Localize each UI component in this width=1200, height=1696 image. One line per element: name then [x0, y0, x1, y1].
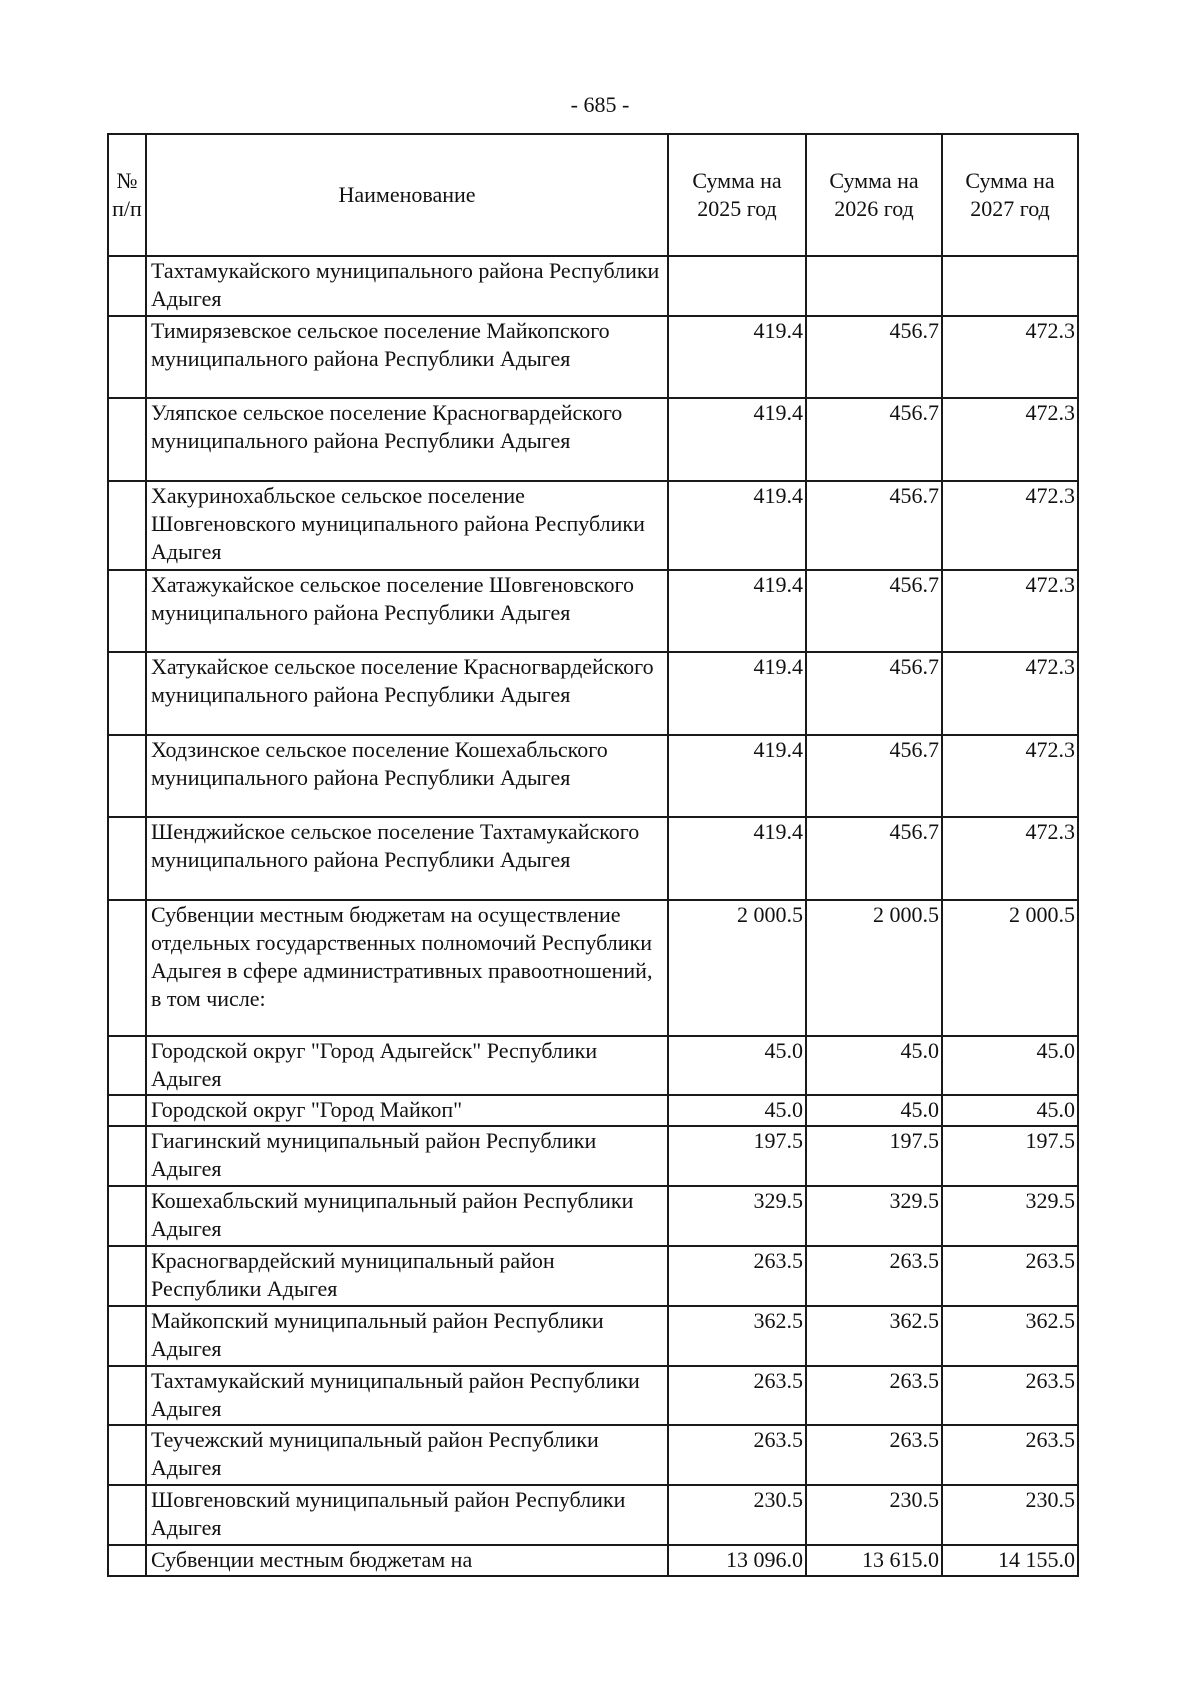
row-index	[108, 398, 146, 481]
row-index	[108, 1036, 146, 1096]
budget-table-container	[107, 133, 1077, 1577]
row-sum-2025: 419.4	[668, 817, 806, 900]
row-name: Хатукайское сельское поселение Красногвардейского муниципального района Республики Адыгея	[146, 652, 668, 735]
table-row	[108, 1036, 1078, 1096]
row-sum-2025: 329.5	[668, 1186, 806, 1246]
row-sum-2027: 329.5	[942, 1186, 1078, 1246]
row-sum-2027: 472.3	[942, 817, 1078, 900]
row-name: Шенджийское сельское поселение Тахтамукайского муниципального района Республики Адыгея	[146, 817, 668, 900]
row-index	[108, 256, 146, 316]
table-body	[108, 256, 1078, 1576]
row-sum-2026: 456.7	[806, 735, 942, 818]
row-sum-2026: 456.7	[806, 570, 942, 653]
row-name: Городской округ "Город Адыгейск" Республики Адыгея	[146, 1036, 668, 1096]
row-sum-2027	[942, 256, 1078, 316]
row-sum-2026: 263.5	[806, 1246, 942, 1306]
row-index	[108, 570, 146, 653]
header-sum-2025: Сумма на 2025 год	[668, 134, 806, 256]
row-sum-2025: 419.4	[668, 316, 806, 399]
row-sum-2027: 362.5	[942, 1306, 1078, 1366]
row-sum-2027: 45.0	[942, 1095, 1078, 1126]
header-sum-2027: Сумма на 2027 год	[942, 134, 1078, 256]
row-sum-2026: 456.7	[806, 652, 942, 735]
table-row	[108, 652, 1078, 735]
row-sum-2026: 197.5	[806, 1126, 942, 1186]
row-sum-2026: 45.0	[806, 1036, 942, 1096]
budget-table	[107, 133, 1079, 1577]
row-sum-2026: 456.7	[806, 316, 942, 399]
row-index	[108, 1246, 146, 1306]
row-sum-2025: 263.5	[668, 1246, 806, 1306]
row-index	[108, 1306, 146, 1366]
row-sum-2026: 456.7	[806, 398, 942, 481]
row-sum-2027: 472.3	[942, 570, 1078, 653]
row-name: Кошехабльский муниципальный район Республики Адыгея	[146, 1186, 668, 1246]
row-name: Шовгеновский муниципальный район Республики Адыгея	[146, 1485, 668, 1545]
row-name: Субвенции местным бюджетам на	[146, 1545, 668, 1576]
row-name: Гиагинский муниципальный район Республики Адыгея	[146, 1126, 668, 1186]
row-sum-2026: 456.7	[806, 481, 942, 570]
row-sum-2027: 230.5	[942, 1485, 1078, 1545]
table-row	[108, 1485, 1078, 1545]
row-sum-2027: 472.3	[942, 398, 1078, 481]
row-sum-2025: 419.4	[668, 735, 806, 818]
row-name: Субвенции местным бюджетам на осуществление отдельных государственных полномочий Республики Адыгея в сфере административных правоотношений, в том числе:	[146, 900, 668, 1036]
table-header-row	[108, 134, 1078, 256]
row-name: Ходзинское сельское поселение Кошехабльского муниципального района Республики Адыгея	[146, 735, 668, 818]
row-sum-2025: 230.5	[668, 1485, 806, 1545]
row-index	[108, 316, 146, 399]
row-sum-2025: 45.0	[668, 1036, 806, 1096]
row-sum-2025: 419.4	[668, 481, 806, 570]
table-row	[108, 1186, 1078, 1246]
row-sum-2025: 419.4	[668, 652, 806, 735]
row-sum-2026: 13 615.0	[806, 1545, 942, 1576]
row-sum-2027: 472.3	[942, 481, 1078, 570]
row-sum-2025: 197.5	[668, 1126, 806, 1186]
row-sum-2027: 263.5	[942, 1246, 1078, 1306]
row-sum-2026: 45.0	[806, 1095, 942, 1126]
row-sum-2026: 2 000.5	[806, 900, 942, 1036]
table-row	[108, 1425, 1078, 1485]
row-sum-2026: 362.5	[806, 1306, 942, 1366]
row-sum-2025	[668, 256, 806, 316]
row-sum-2027: 2 000.5	[942, 900, 1078, 1036]
row-sum-2026	[806, 256, 942, 316]
row-index	[108, 1485, 146, 1545]
row-name: Теучежский муниципальный район Республики Адыгея	[146, 1425, 668, 1485]
row-sum-2025: 419.4	[668, 570, 806, 653]
row-sum-2025: 362.5	[668, 1306, 806, 1366]
row-sum-2025: 2 000.5	[668, 900, 806, 1036]
row-sum-2026: 456.7	[806, 817, 942, 900]
table-row	[108, 1126, 1078, 1186]
row-index	[108, 1126, 146, 1186]
row-name: Тахтамукайского муниципального района Республики Адыгея	[146, 256, 668, 316]
row-sum-2025: 419.4	[668, 398, 806, 481]
header-name: Наименование	[146, 134, 668, 256]
row-sum-2025: 263.5	[668, 1366, 806, 1426]
row-sum-2025: 13 096.0	[668, 1545, 806, 1576]
row-sum-2027: 472.3	[942, 316, 1078, 399]
row-sum-2027: 263.5	[942, 1366, 1078, 1426]
row-name: Хакуринохабльское сельское поселение Шовгеновского муниципального района Республики Адыгея	[146, 481, 668, 570]
table-row	[108, 1366, 1078, 1426]
table-row	[108, 1246, 1078, 1306]
row-name: Тимирязевское сельское поселение Майкопского муниципального района Республики Адыгея	[146, 316, 668, 399]
row-index	[108, 1095, 146, 1126]
row-index	[108, 1186, 146, 1246]
table-row	[108, 316, 1078, 399]
row-sum-2025: 45.0	[668, 1095, 806, 1126]
row-index	[108, 817, 146, 900]
row-sum-2027: 14 155.0	[942, 1545, 1078, 1576]
row-sum-2025: 263.5	[668, 1425, 806, 1485]
row-index	[108, 735, 146, 818]
row-index	[108, 481, 146, 570]
table-row	[108, 735, 1078, 818]
row-index	[108, 1425, 146, 1485]
row-name: Уляпское сельское поселение Красногвардейского муниципального района Республики Адыгея	[146, 398, 668, 481]
row-name: Городской округ "Город Майкоп"	[146, 1095, 668, 1126]
table-row	[108, 1306, 1078, 1366]
table-row	[108, 570, 1078, 653]
row-sum-2027: 197.5	[942, 1126, 1078, 1186]
row-index	[108, 652, 146, 735]
row-index	[108, 900, 146, 1036]
table-row	[108, 256, 1078, 316]
table-row	[108, 817, 1078, 900]
row-sum-2027: 45.0	[942, 1036, 1078, 1096]
header-index: № п/п	[108, 134, 146, 256]
row-index	[108, 1545, 146, 1576]
table-row	[108, 1545, 1078, 1576]
row-name: Хатажукайское сельское поселение Шовгеновского муниципального района Республики Адыгея	[146, 570, 668, 653]
row-sum-2026: 230.5	[806, 1485, 942, 1545]
table-row	[108, 398, 1078, 481]
row-sum-2026: 263.5	[806, 1425, 942, 1485]
row-sum-2027: 263.5	[942, 1425, 1078, 1485]
table-row	[108, 900, 1078, 1036]
row-sum-2027: 472.3	[942, 652, 1078, 735]
row-sum-2026: 263.5	[806, 1366, 942, 1426]
row-name: Тахтамукайский муниципальный район Республики Адыгея	[146, 1366, 668, 1426]
row-sum-2026: 329.5	[806, 1186, 942, 1246]
row-sum-2027: 472.3	[942, 735, 1078, 818]
page-number: - 685 -	[570, 92, 630, 117]
row-index	[108, 1366, 146, 1426]
row-name: Майкопский муниципальный район Республики Адыгея	[146, 1306, 668, 1366]
table-row	[108, 481, 1078, 570]
table-row	[108, 1095, 1078, 1126]
row-name: Красногвардейский муниципальный район Республики Адыгея	[146, 1246, 668, 1306]
header-sum-2026: Сумма на 2026 год	[806, 134, 942, 256]
